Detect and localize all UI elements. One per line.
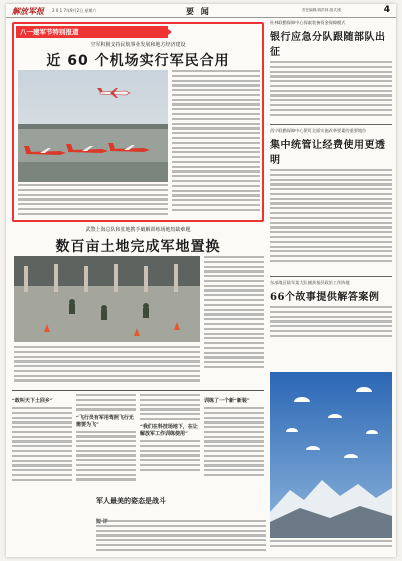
lower-column-1 bbox=[12, 394, 72, 494]
lower-column-2 bbox=[76, 394, 136, 494]
lower-col3-subhead: “我们在科技场地下，在让解放军工作训练使用” bbox=[140, 424, 198, 438]
right-headline-1: 银行应急分队跟随部队出征 bbox=[270, 32, 386, 58]
right-story2-text bbox=[270, 169, 392, 273]
right-kicker-2: 西宁联勤保障中心紧盯全面实施改革要素的重要地位 bbox=[270, 128, 367, 133]
story2-side-text bbox=[204, 256, 264, 386]
masthead bbox=[6, 4, 396, 18]
parachute-caption bbox=[270, 540, 392, 552]
newspaper-page bbox=[6, 4, 396, 557]
airfield-photo bbox=[18, 70, 168, 182]
editors-line: 责任编辑/周洪林 版式/张 bbox=[302, 8, 342, 12]
right-headline-3: 66个故事提供解答案例 bbox=[270, 292, 380, 303]
right-column bbox=[270, 20, 392, 346]
page-number: 4 bbox=[383, 5, 390, 15]
lower-col4-subhead: 训练了一个新“新装” bbox=[204, 398, 250, 404]
story1-kicker: 空军积极支持民航事业发展和地方经济建设 bbox=[90, 42, 186, 48]
training-ground-photo bbox=[14, 256, 200, 342]
lower-column-4 bbox=[204, 394, 264, 494]
section-title: 要 闻 bbox=[186, 6, 211, 16]
parachute-photo bbox=[270, 372, 392, 538]
lower-col2-subhead: “飞行员有军用驾照飞行无需要为飞” bbox=[76, 414, 134, 428]
right-kicker-3: 东部战区陆军某大队捕获基层政治工作阵地 bbox=[270, 280, 350, 285]
lower-col1-subhead: “敢叫天下土回乡” bbox=[12, 398, 53, 404]
lower-column-3 bbox=[140, 394, 200, 494]
right-story3-text bbox=[270, 306, 392, 346]
story1-caption-text bbox=[18, 184, 168, 220]
right-kicker-1: 杜林联勤保障中心探索装备资金保障模式 bbox=[270, 20, 346, 25]
issue-date: 2 0 1 7年9月2日 星期六 bbox=[52, 8, 97, 13]
commentary-tag bbox=[96, 508, 156, 518]
right-divider-2 bbox=[270, 276, 392, 277]
newspaper-logo: 解放军报 bbox=[12, 6, 44, 16]
section-divider bbox=[12, 390, 264, 391]
special-report-block bbox=[12, 22, 264, 222]
story2-body-text bbox=[14, 346, 200, 386]
right-divider-1 bbox=[270, 124, 392, 125]
banner-arrow bbox=[164, 26, 172, 38]
bottom-body-text bbox=[96, 520, 266, 554]
story1-headline: 近 60 个机场实行军民合用 bbox=[46, 53, 230, 69]
story2-headline: 数百亩土地完成军地置换 bbox=[55, 239, 221, 255]
right-headline-2: 集中统管让经费使用更透明 bbox=[270, 140, 386, 166]
right-story1-text bbox=[270, 61, 392, 121]
story2-kicker: 武警上海总队和驻地携手破解训练场地短缺难题 bbox=[85, 227, 191, 233]
story1-body-text bbox=[172, 70, 260, 220]
bottom-headline: 军人最美的姿态是战斗 bbox=[96, 497, 166, 505]
special-banner: 八一建军节特别报道 bbox=[16, 26, 168, 38]
